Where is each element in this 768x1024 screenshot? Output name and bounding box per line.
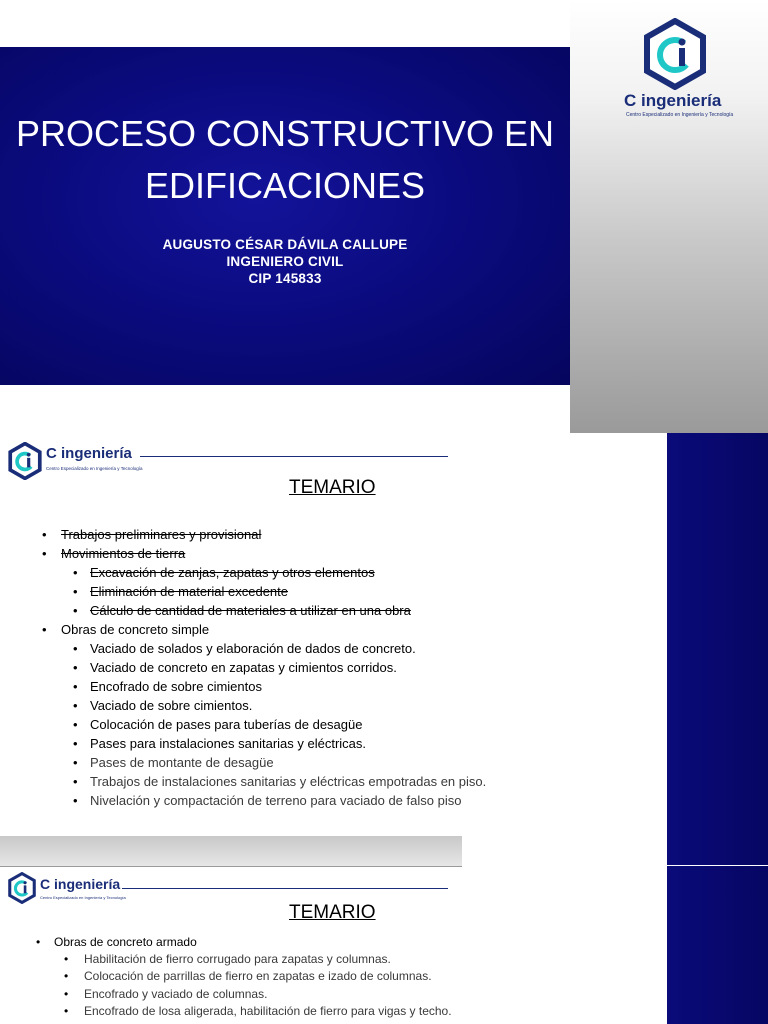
list-item-text: Eliminación de material excedente	[90, 584, 288, 599]
list-item	[73, 641, 416, 656]
header-rule	[122, 888, 448, 889]
bullet-icon: •	[73, 603, 78, 618]
list-item-text: Colocación de parrillas de fierro en zapatas e izado de columnas.	[84, 969, 432, 984]
list-item-text: Encofrado y vaciado de columnas.	[84, 986, 268, 1001]
list-item-text: Movimientos de tierra	[61, 546, 186, 561]
list-item-text: Trabajos preliminares y provisional	[61, 527, 262, 542]
list-item-text: Encofrado de losa aligerada, habilitación de fierro para vigas y techo.	[84, 1003, 452, 1018]
title-line-1: PROCESO CONSTRUCTIVO EN	[15, 113, 555, 154]
author-name: AUGUSTO CÉSAR DÁVILA CALLUPE	[162, 237, 408, 252]
list-item-text: Vaciado de sobre cimientos.	[90, 698, 253, 713]
bullet-icon: •	[73, 660, 78, 675]
list-item-text: Nivelación y compactación de terreno para vaciado de falso piso	[90, 793, 462, 808]
list-item-text: Obras de concreto armado	[54, 935, 197, 949]
list-item	[64, 1004, 452, 1018]
hexagon-ci-logo-icon	[8, 442, 42, 480]
bullet-icon: •	[73, 717, 78, 732]
slide1-title-panel	[0, 47, 570, 385]
bullet-icon: •	[64, 1003, 69, 1018]
logo-name: C ingeniería	[46, 445, 132, 462]
list-item-text: Vaciado de concreto en zapatas y cimientos corridos.	[90, 660, 397, 675]
bullet-icon: •	[36, 935, 41, 949]
hexagon-ci-logo-icon	[8, 872, 36, 904]
list-item	[42, 527, 261, 542]
list-item	[42, 546, 185, 561]
list-item	[64, 952, 391, 966]
list-item	[73, 774, 486, 789]
list-item-text: Vaciado de solados y elaboración de dados de concreto.	[90, 641, 416, 656]
list-item	[64, 969, 432, 983]
list-item-text: Obras de concreto simple	[61, 622, 210, 637]
slide2-heading: TEMARIO	[289, 477, 376, 498]
bullet-icon: •	[73, 679, 78, 694]
list-item	[36, 935, 197, 949]
slide3-heading: TEMARIO	[289, 902, 376, 923]
slide3-side-bar	[667, 866, 768, 1024]
slide1-title	[0, 108, 570, 212]
bullet-icon: •	[73, 736, 78, 751]
list-item-text: Pases de montante de desagüe	[90, 755, 274, 770]
logo-tagline: Centro Especializado en Ingeniería y Tecnología	[40, 895, 126, 900]
list-item	[73, 736, 366, 751]
bullet-icon: •	[73, 755, 78, 770]
list-item	[73, 565, 375, 580]
title-line-2: EDIFICACIONES	[144, 165, 426, 206]
slide3-top-strip	[0, 836, 462, 867]
bullet-icon: •	[42, 527, 47, 542]
bullet-icon: •	[73, 641, 78, 656]
bullet-icon: •	[73, 698, 78, 713]
logo-name: C ingeniería	[624, 91, 722, 110]
list-item	[73, 717, 362, 732]
author-cip: CIP 145833	[248, 271, 322, 286]
bullet-icon: •	[64, 952, 69, 967]
logo-name: C ingeniería	[40, 876, 121, 892]
bullet-icon: •	[42, 622, 47, 637]
author-profession: INGENIERO CIVIL	[226, 254, 344, 269]
slide1-author-block	[0, 236, 570, 287]
list-item	[73, 793, 461, 808]
list-item	[73, 698, 252, 713]
bullet-icon: •	[64, 969, 69, 984]
bullet-icon: •	[73, 584, 78, 599]
list-item-text: Encofrado de sobre cimientos	[90, 679, 262, 694]
bullet-icon: •	[42, 546, 47, 561]
bullet-icon: •	[73, 565, 78, 580]
list-item	[64, 987, 267, 1001]
list-item	[73, 603, 411, 618]
bullet-icon: •	[73, 793, 78, 808]
bullet-icon: •	[73, 774, 78, 789]
list-item	[42, 622, 209, 637]
list-item	[73, 679, 262, 694]
logo-tagline: Centro Especializado en Ingeniería y Tecnología	[46, 466, 143, 471]
logo-tagline: Centro Especializado en Ingeniería y Tecnología	[626, 112, 734, 118]
list-item	[73, 660, 397, 675]
list-item	[73, 755, 274, 770]
list-item-text: Colocación de pases para tuberías de desagüe	[90, 717, 363, 732]
list-item-text: Excavación de zanjas, zapatas y otros elementos	[90, 565, 375, 580]
list-item-text: Cálculo de cantidad de materiales a utilizar en una obra	[90, 603, 411, 618]
list-item-text: Trabajos de instalaciones sanitarias y eléctricas empotradas en piso.	[90, 774, 487, 789]
list-item-text: Pases para instalaciones sanitarias y eléctricas.	[90, 736, 367, 751]
slide2-side-bar	[667, 433, 768, 865]
list-item	[73, 584, 288, 599]
bullet-icon: •	[64, 986, 69, 1001]
list-item-text: Habilitación de fierro corrugado para zapatas y columnas.	[84, 952, 391, 967]
header-rule	[140, 456, 448, 457]
hexagon-ci-logo-icon	[643, 18, 707, 90]
